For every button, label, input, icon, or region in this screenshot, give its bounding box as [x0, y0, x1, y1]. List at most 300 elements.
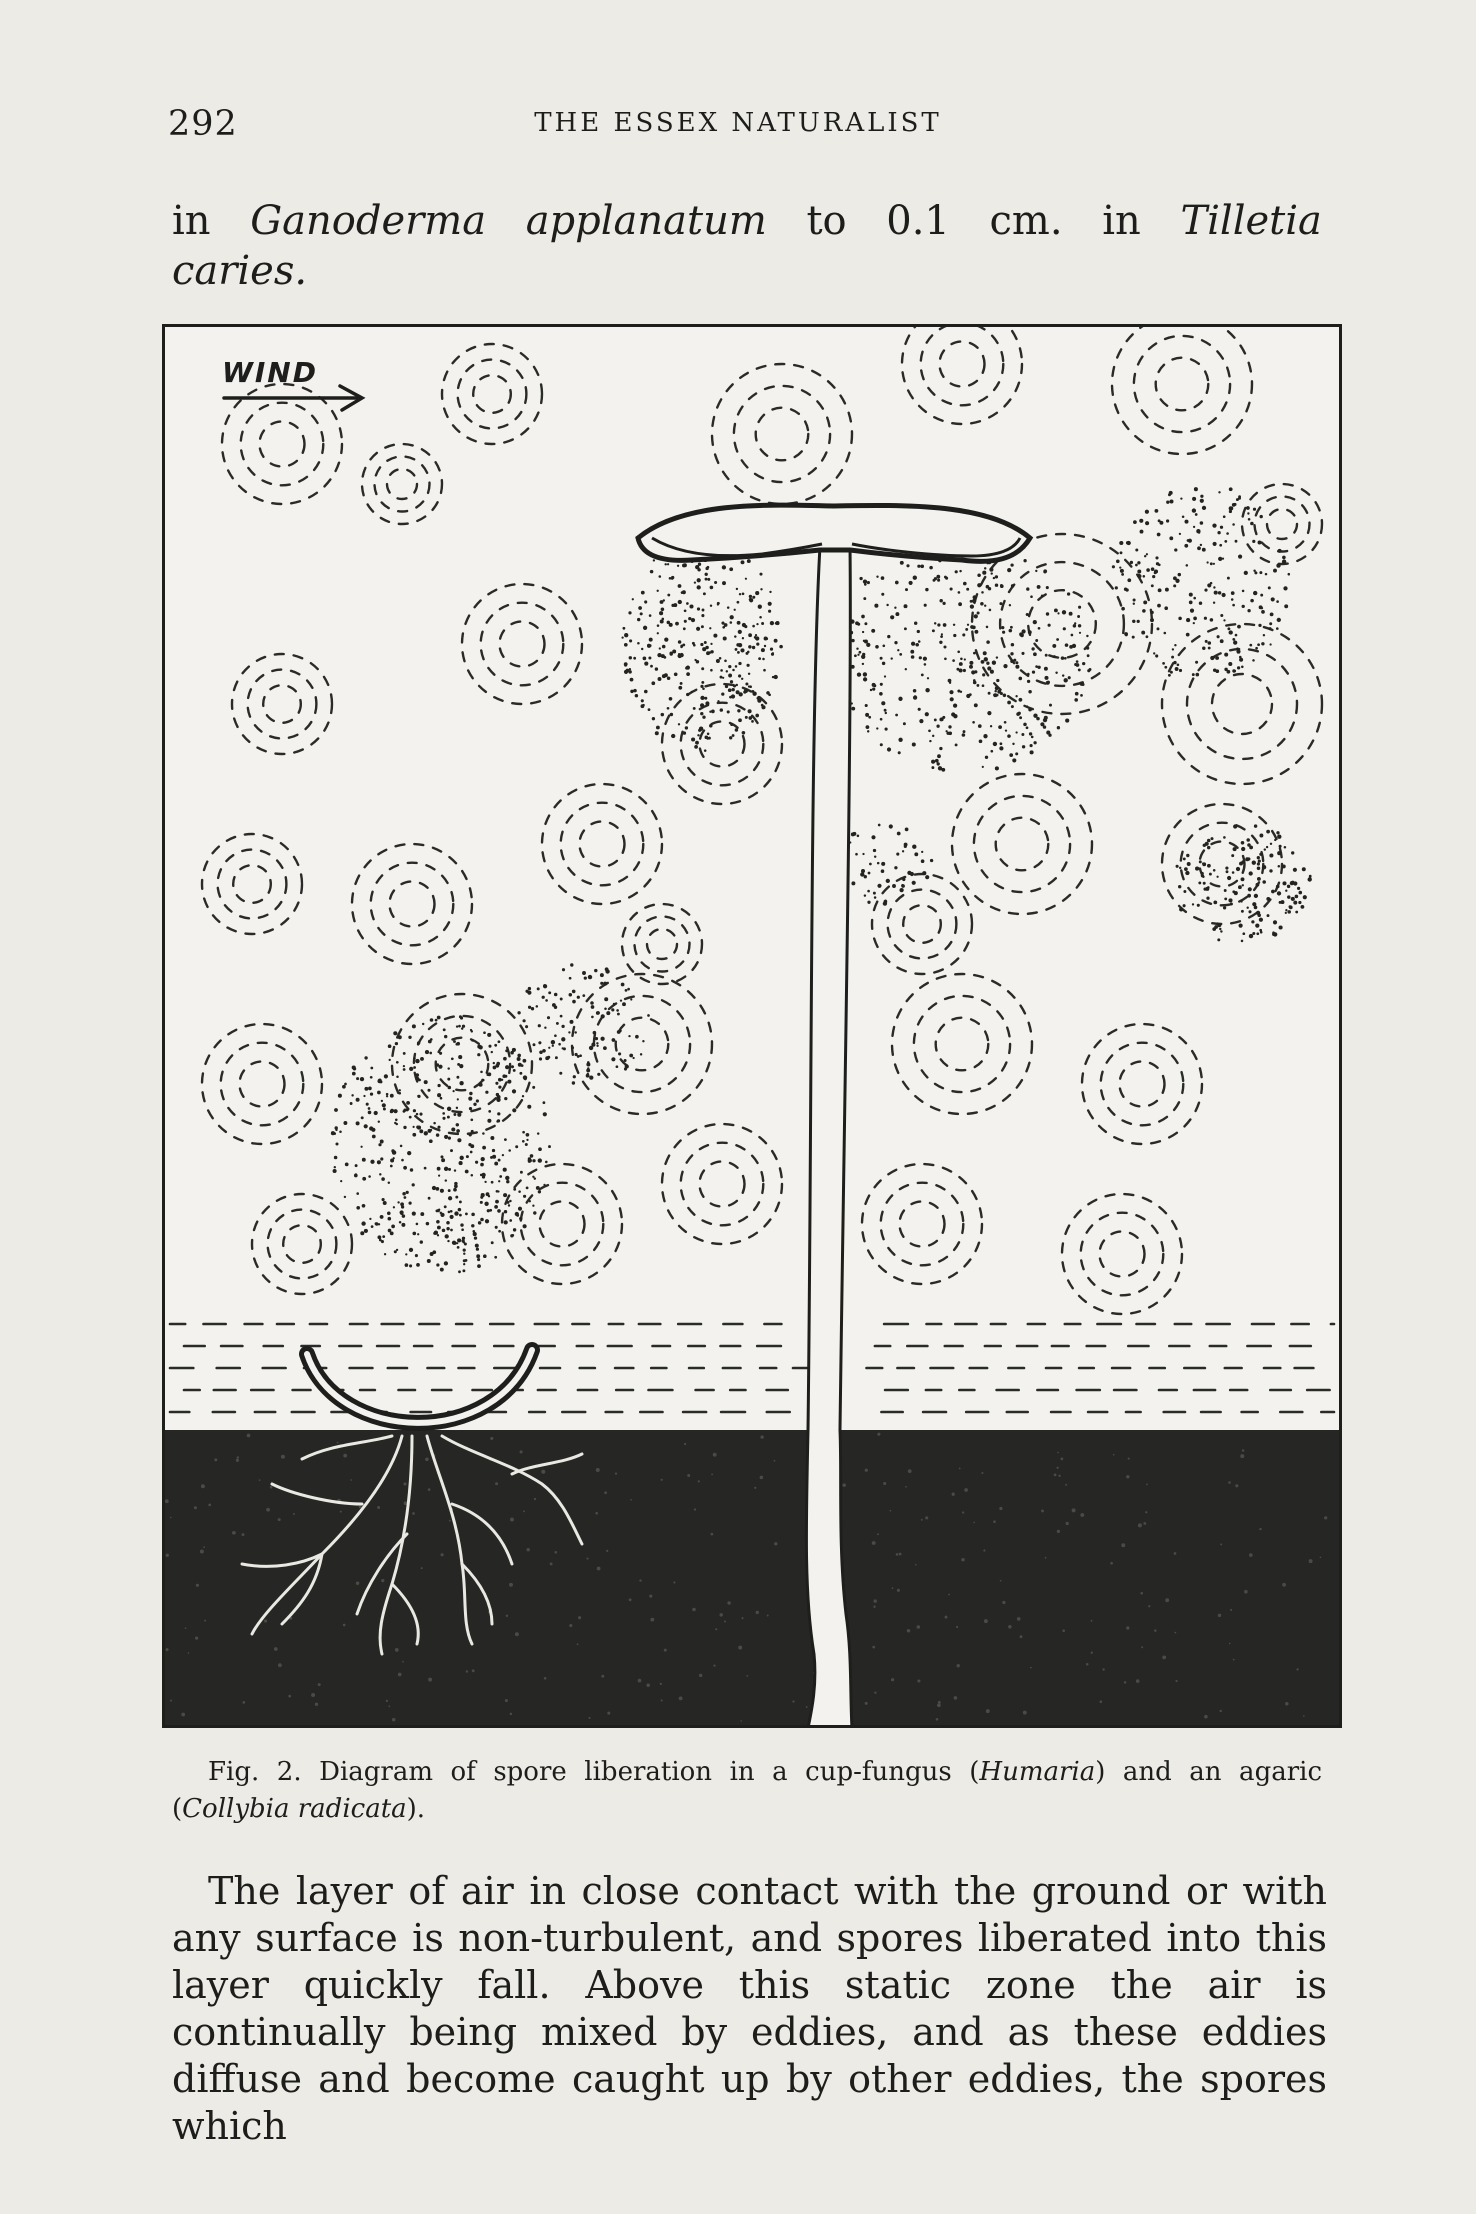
spore-dot	[429, 1139, 433, 1143]
spore-dot	[1055, 672, 1057, 674]
spore-dot	[473, 1232, 477, 1236]
spore-dot	[655, 731, 659, 735]
spore-dot	[1030, 744, 1033, 747]
spore-dot	[488, 1110, 491, 1113]
spore-dot	[1179, 533, 1181, 535]
spore-dot	[453, 1090, 455, 1092]
spore-dot	[1293, 868, 1297, 872]
spore-dot	[682, 564, 686, 568]
spore-dot	[1232, 638, 1235, 641]
spore-dot	[1027, 680, 1030, 683]
spore-dot	[984, 657, 988, 661]
spore-dot	[600, 1037, 604, 1041]
spore-dot	[705, 573, 708, 576]
soil-speck	[278, 1663, 282, 1667]
soil-speck	[639, 1579, 641, 1581]
spore-dot	[457, 1098, 459, 1100]
spore-dot	[705, 567, 708, 570]
spore-dot	[738, 630, 742, 634]
spore-dot	[1121, 607, 1125, 611]
spore-dot	[1154, 569, 1158, 573]
spore-dot	[457, 1113, 461, 1117]
soil-speck	[1165, 1598, 1169, 1602]
spore-dot	[981, 660, 985, 664]
spore-dot	[886, 604, 888, 606]
soil-speck	[724, 1620, 726, 1622]
spore-dot	[962, 633, 965, 636]
spore-dot	[1052, 644, 1056, 648]
spore-dot	[503, 1057, 507, 1061]
spore-dot	[424, 1131, 428, 1135]
species-applanatum: applanatum	[525, 198, 767, 244]
spore-dot	[511, 1065, 514, 1068]
spore-dot	[1250, 522, 1254, 526]
spore-dot	[451, 1057, 454, 1060]
spore-dot	[533, 1211, 536, 1214]
spore-dot	[755, 634, 757, 636]
soil-speck	[1072, 1508, 1076, 1512]
spore-dot	[693, 707, 696, 710]
spore-dot	[944, 576, 947, 579]
spore-dot	[937, 579, 940, 582]
spore-dot	[450, 1215, 454, 1219]
soil-speck	[754, 1487, 756, 1489]
soil-speck	[1204, 1715, 1208, 1719]
spore-dot	[495, 1082, 498, 1085]
spore-dot	[381, 1240, 384, 1243]
spore-dot	[400, 1145, 403, 1148]
spore-dot	[1291, 881, 1294, 884]
spore-dot	[937, 762, 940, 765]
spore-dot	[548, 1145, 551, 1148]
spore-dot	[708, 737, 711, 740]
soil-speck	[1100, 1700, 1103, 1703]
spore-dot	[1206, 897, 1209, 900]
spore-dot	[914, 852, 918, 856]
spore-dot	[970, 625, 974, 629]
spore-dot	[679, 653, 683, 657]
caption-taxon-humaria: Humaria	[979, 1757, 1096, 1787]
spore-dot	[735, 665, 738, 668]
soil	[162, 1430, 1342, 1728]
spore-dot	[1009, 753, 1013, 757]
spore-dot	[1276, 600, 1279, 603]
spore-dot	[559, 1072, 562, 1075]
spore-dot	[986, 662, 989, 665]
spore-dot	[1242, 590, 1245, 593]
spore-dot	[469, 1092, 472, 1095]
soil-speck	[449, 1520, 451, 1522]
spore-dot	[941, 633, 943, 635]
spore-dot	[959, 570, 961, 572]
spore-dot	[714, 581, 717, 584]
spore-dot	[1227, 577, 1230, 580]
soil-speck	[195, 1636, 198, 1639]
spore-dot	[995, 575, 998, 578]
soil-speck	[242, 1533, 245, 1536]
spore-dot	[762, 658, 765, 661]
spore-dot	[1249, 871, 1253, 875]
spore-dot	[1018, 677, 1022, 681]
spore-dot	[453, 1113, 456, 1116]
spore-dot	[1231, 854, 1234, 857]
spore-dot	[471, 1039, 474, 1042]
spore-dot	[759, 573, 762, 576]
spore-dot	[1132, 620, 1135, 623]
spore-dot	[517, 1057, 521, 1061]
spore-dot	[588, 975, 592, 979]
spore-dot	[1256, 883, 1260, 887]
spore-dot	[875, 645, 879, 649]
spore-dot	[370, 1067, 373, 1070]
spore-dot	[725, 685, 728, 688]
spore-dot	[957, 651, 960, 654]
spore-dot	[1194, 487, 1198, 491]
spore-dot	[982, 684, 985, 687]
spore-dot	[1277, 851, 1281, 855]
spore-dot	[876, 727, 878, 729]
soil-speck	[441, 1553, 444, 1556]
soil-speck	[526, 1548, 529, 1551]
spore-dot	[448, 1189, 451, 1192]
soil-speck	[266, 1508, 270, 1512]
spore-dot	[488, 1045, 491, 1048]
spore-dot	[1030, 595, 1033, 598]
soil-speck	[421, 1567, 423, 1569]
spore-dot	[929, 566, 933, 570]
spore-dot	[405, 1253, 407, 1255]
spore-dot	[851, 832, 855, 836]
spore-dot	[1087, 669, 1090, 672]
spore-dot	[856, 647, 858, 649]
spore-dot	[1151, 567, 1155, 571]
spore-dot	[1011, 584, 1015, 588]
spore-dot	[996, 656, 998, 658]
spore-dot	[1216, 876, 1218, 878]
spore-dot	[988, 587, 991, 590]
spore-dot	[899, 653, 902, 656]
spore-dot	[410, 1168, 413, 1171]
spore-dot	[523, 1019, 526, 1022]
soil-speck	[962, 1511, 964, 1513]
spore-dot	[1228, 898, 1232, 902]
spore-dot	[855, 853, 858, 856]
spore-dot	[1223, 836, 1226, 839]
spore-dot	[1205, 842, 1209, 846]
spore-dot	[560, 998, 563, 1001]
spore-dot	[1283, 586, 1287, 590]
spore-dot	[936, 725, 939, 728]
spore-dot	[1291, 897, 1295, 901]
spore-dot	[416, 1263, 420, 1267]
spore-dot	[459, 1081, 463, 1085]
spore-dot	[462, 1025, 465, 1028]
spore-dot	[732, 669, 735, 672]
soil-speck	[166, 1648, 169, 1651]
spore-dot	[1231, 591, 1235, 595]
spore-dot	[356, 1077, 359, 1080]
spore-dot	[988, 692, 991, 695]
spore-dot	[1203, 887, 1206, 890]
spore-dot	[582, 994, 585, 997]
spore-dot	[857, 654, 859, 656]
spore-dot	[675, 622, 679, 626]
soil-speck	[337, 1442, 339, 1444]
spore-dot	[1186, 564, 1189, 567]
spore-dot	[1234, 670, 1237, 673]
spore-dot	[1170, 671, 1173, 674]
spore-dot	[440, 1097, 443, 1100]
spore-dot	[652, 717, 655, 720]
spore-dot	[887, 635, 890, 638]
spore-dot	[895, 581, 899, 585]
lead-text	[172, 196, 1322, 296]
spore-dot	[970, 604, 974, 608]
spore-dot	[579, 1054, 582, 1057]
spore-dot	[362, 1177, 366, 1181]
spore-dot	[504, 1138, 507, 1141]
spore-dot	[1043, 725, 1046, 728]
spore-dot	[969, 665, 973, 669]
spore-dot	[1248, 910, 1251, 913]
spore-dot	[351, 1094, 353, 1096]
soil-speck	[961, 1558, 964, 1561]
spore-dot	[401, 1223, 405, 1227]
spore-dot	[857, 835, 860, 838]
soil-speck	[1020, 1635, 1023, 1638]
spore-dot	[1200, 499, 1204, 503]
spore-dot	[973, 595, 977, 599]
spore-dot	[642, 1040, 644, 1042]
soil-speck	[293, 1513, 295, 1515]
spore-dot	[710, 643, 712, 645]
spore-dot	[905, 828, 909, 832]
soil-speck	[1057, 1452, 1059, 1454]
spore-dot	[525, 1025, 528, 1028]
spore-dot	[470, 1029, 472, 1031]
spore-dot	[1056, 638, 1059, 641]
spore-dot	[1068, 676, 1071, 679]
spore-dot	[1164, 606, 1168, 610]
spore-dot	[766, 637, 769, 640]
spore-dot	[1230, 902, 1233, 905]
spore-dot	[390, 1232, 394, 1236]
spore-dot	[865, 713, 869, 717]
spore-dot	[531, 1007, 534, 1010]
spore-dot	[1277, 891, 1281, 895]
spore-dot	[551, 1040, 555, 1044]
spore-dot	[999, 746, 1003, 750]
spore-dot	[913, 576, 917, 580]
spore-dot	[458, 1055, 462, 1059]
soil-speck	[1062, 1629, 1065, 1632]
spore-dot	[424, 1167, 427, 1170]
spore-dot	[419, 1113, 422, 1116]
spore-dot	[432, 1250, 436, 1254]
soil-speck	[1219, 1710, 1221, 1712]
spore-dot	[669, 623, 673, 627]
spore-dot	[386, 1095, 388, 1097]
spore-dot	[925, 712, 929, 716]
spore-dot	[752, 646, 755, 649]
spore-dot	[1120, 569, 1124, 573]
spore-dot	[369, 1126, 373, 1130]
spore-dot	[1043, 569, 1047, 573]
spore-dot	[572, 990, 576, 994]
spore-dot	[774, 639, 778, 643]
soil-speck	[1008, 1625, 1012, 1629]
spore-dot	[884, 709, 887, 712]
spore-dot	[703, 592, 706, 595]
spore-dot	[1166, 501, 1169, 504]
spore-dot	[979, 739, 983, 743]
spore-dot	[1269, 643, 1271, 645]
spore-dot	[1176, 865, 1179, 868]
soil-speck	[1045, 1557, 1047, 1559]
spore-dot	[710, 669, 713, 672]
spore-dot	[536, 1186, 540, 1190]
spore-dot	[756, 643, 759, 646]
spore-dot	[1278, 549, 1282, 553]
soil-speck	[877, 1433, 880, 1436]
soil-speck	[738, 1646, 742, 1650]
spore-dot	[873, 849, 876, 852]
spore-dot	[768, 610, 771, 613]
spore-dot	[354, 1174, 358, 1178]
spore-dot	[985, 756, 988, 759]
spore-dot	[691, 737, 695, 741]
spore-dot	[1047, 681, 1050, 684]
spore-dot	[492, 1149, 495, 1152]
spore-dot	[1172, 648, 1174, 650]
spore-dot	[986, 640, 990, 644]
spore-dot	[1065, 643, 1069, 647]
soil-speck	[577, 1643, 579, 1645]
spore-dot	[594, 969, 597, 972]
spore-dot	[700, 643, 703, 646]
spore-dot	[352, 1065, 356, 1069]
spore-dot	[457, 1138, 461, 1142]
spore-dot	[1185, 871, 1189, 875]
spore-dot	[1135, 564, 1138, 567]
soil-speck	[544, 1677, 547, 1680]
spore-dot	[595, 1037, 598, 1040]
spore-dot	[911, 655, 915, 659]
soil-speck	[510, 1518, 514, 1522]
spore-dot	[586, 1074, 590, 1078]
soil-speck	[673, 1581, 675, 1583]
spore-dot	[1026, 613, 1029, 616]
spore-dot	[983, 734, 987, 738]
spore-dot	[378, 1223, 380, 1225]
spore-dot	[663, 599, 665, 601]
spore-dot	[413, 1066, 416, 1069]
spore-dot	[717, 700, 719, 702]
spore-dot	[700, 703, 704, 707]
spore-dot	[575, 1053, 578, 1056]
spore-dot	[1233, 847, 1237, 851]
spore-dot	[364, 1229, 368, 1233]
spore-dot	[505, 1049, 508, 1052]
spore-dot	[482, 1146, 486, 1150]
spore-dot	[442, 1112, 445, 1115]
spore-dot	[942, 716, 945, 719]
spore-dot	[700, 696, 704, 700]
spore-dot	[624, 633, 628, 637]
spore-dot	[491, 1181, 494, 1184]
spore-dot	[1146, 635, 1149, 638]
spore-dot	[1284, 604, 1288, 608]
spore-dot	[854, 654, 857, 657]
spore-dot	[1035, 639, 1038, 642]
spore-dot	[1269, 622, 1272, 625]
spore-dot	[669, 652, 673, 656]
spore-dot	[345, 1163, 349, 1167]
spore-dot	[611, 1057, 615, 1061]
spore-dot	[1026, 705, 1028, 707]
spore-dot	[745, 716, 748, 719]
soil-speck	[170, 1517, 172, 1519]
spore-dot	[682, 590, 686, 594]
spore-dot	[433, 1232, 436, 1235]
spore-dot	[1258, 860, 1261, 863]
spore-dot	[597, 1073, 600, 1076]
spore-dot	[401, 1159, 404, 1162]
spore-dot	[508, 1149, 511, 1152]
spore-dot	[1213, 586, 1215, 588]
spore-dot	[444, 1167, 448, 1171]
spore-dot	[1127, 541, 1131, 545]
spore-dot	[709, 724, 713, 728]
spore-dot	[396, 1249, 398, 1251]
spore-dot	[537, 1132, 539, 1134]
soil-speck	[402, 1661, 404, 1663]
spore-dot	[522, 1140, 525, 1143]
spore-dot	[657, 590, 659, 592]
spore-dot	[1270, 843, 1272, 845]
spore-dot	[475, 1244, 479, 1248]
soil-speck	[1002, 1601, 1005, 1604]
spore-dot	[405, 1263, 409, 1267]
spore-dot	[604, 997, 608, 1001]
spore-dot	[460, 1223, 463, 1226]
spore-dot	[480, 1163, 484, 1167]
spore-dot	[480, 1201, 483, 1204]
spore-dot	[857, 672, 861, 676]
spore-dot	[730, 621, 733, 624]
spore-dot	[874, 896, 877, 899]
spore-dot	[755, 714, 759, 718]
soil-speck	[872, 1541, 876, 1545]
soil-speck	[181, 1713, 185, 1717]
spore-dot	[768, 693, 771, 696]
spore-dot	[939, 641, 942, 644]
spore-dot	[920, 564, 924, 568]
spore-dot	[1224, 540, 1227, 543]
spore-dot	[890, 615, 894, 619]
spore-dot	[1242, 884, 1244, 886]
soil-speck	[1229, 1643, 1231, 1645]
spore-dot	[851, 707, 855, 711]
spore-dot	[931, 760, 935, 764]
spore-dot	[384, 1253, 386, 1255]
spore-dot	[1063, 627, 1066, 630]
spore-dot	[880, 683, 883, 686]
soil-speck	[713, 1664, 715, 1666]
spore-dot	[483, 1254, 487, 1258]
spore-dot	[415, 1077, 419, 1081]
soil-speck	[1138, 1523, 1142, 1527]
